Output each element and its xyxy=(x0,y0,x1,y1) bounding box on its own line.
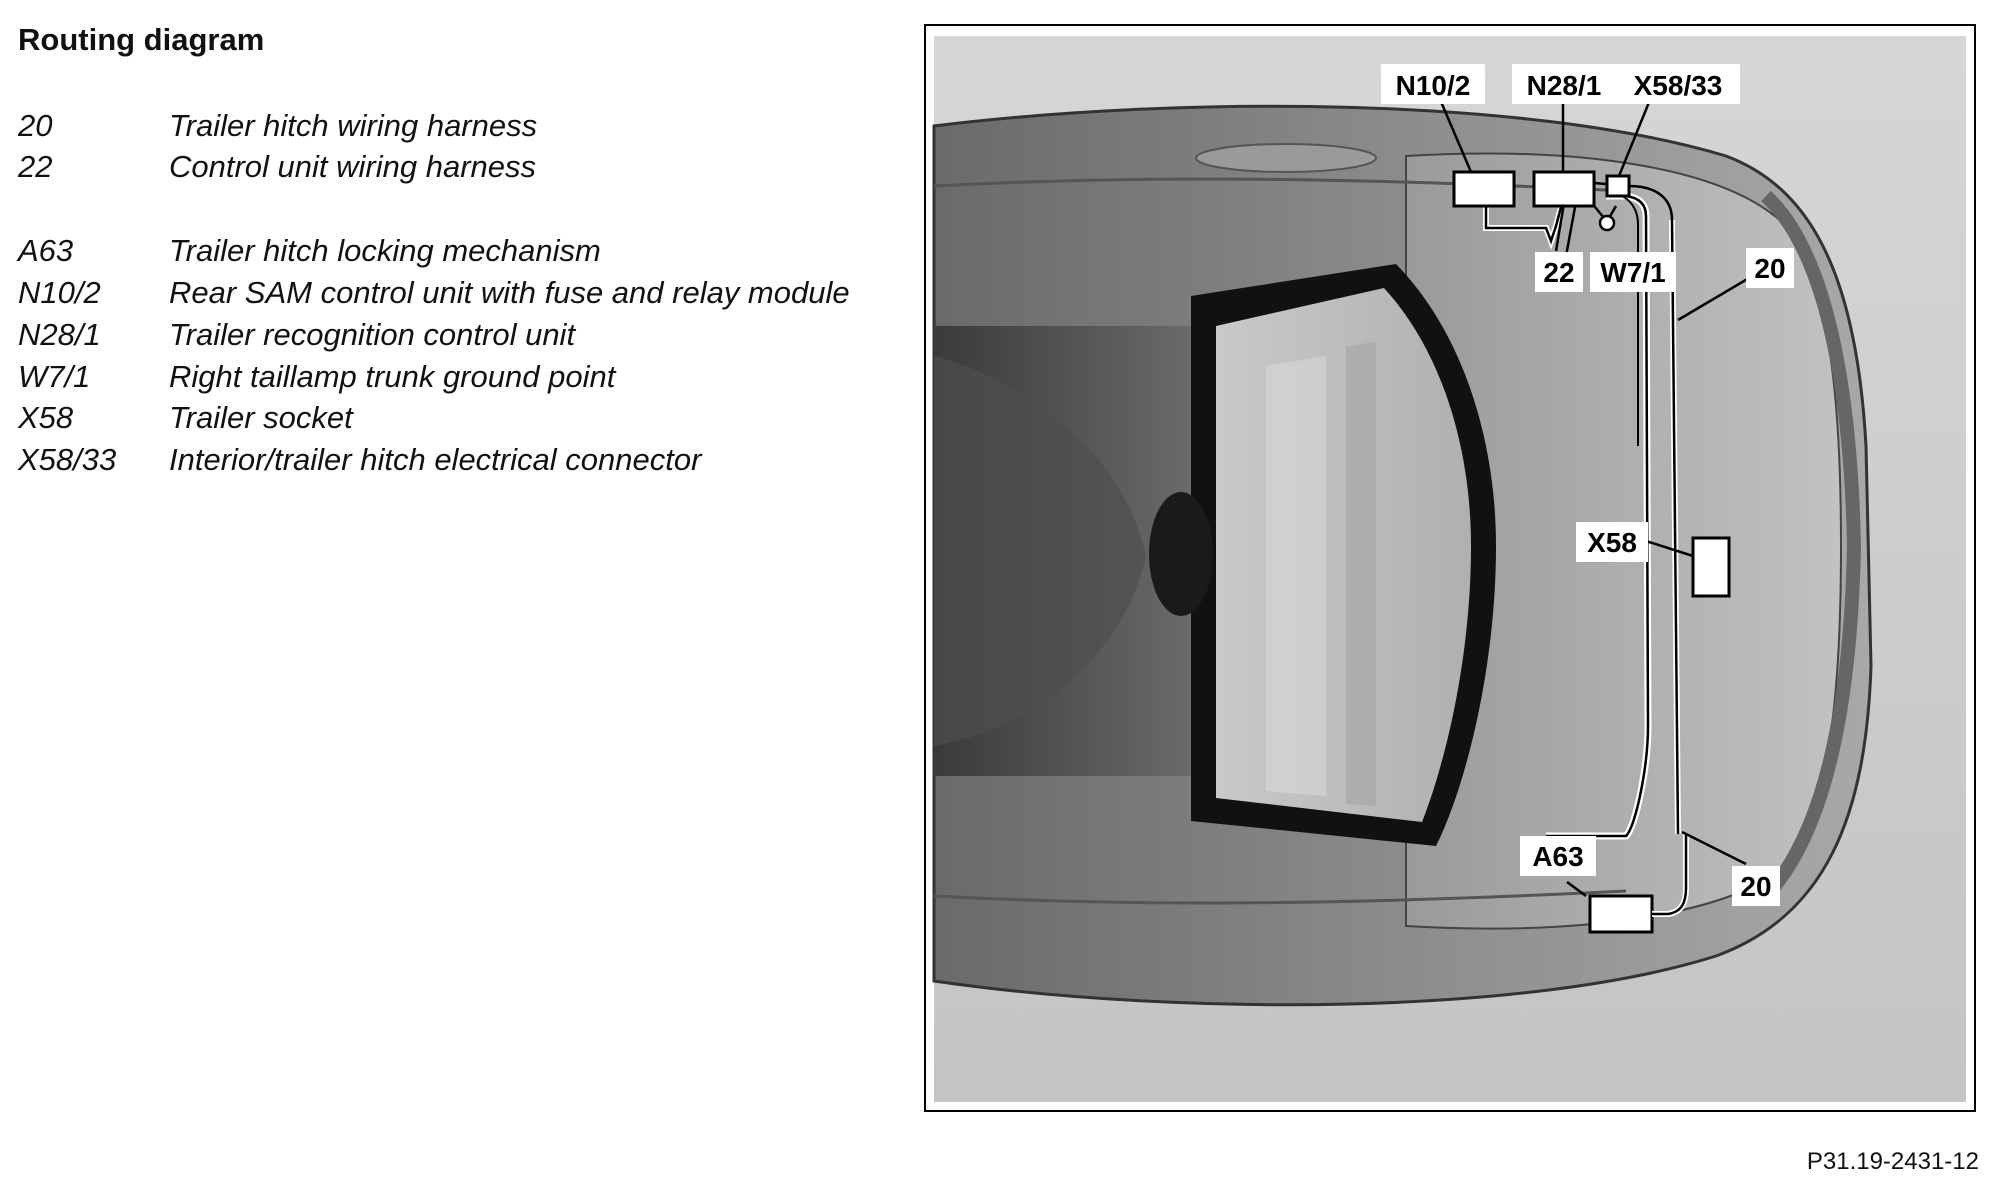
label-20-bottom-text: 20 xyxy=(1740,871,1772,902)
legend-code: X58 xyxy=(18,400,74,435)
legend-description: Control unit wiring harness xyxy=(169,149,537,184)
headrest xyxy=(1149,492,1213,616)
w7-1-ground-point xyxy=(1600,216,1614,230)
legend-description: Trailer recognition control unit xyxy=(169,317,576,352)
label-20-top xyxy=(1746,248,1794,288)
glass-reflection xyxy=(1346,342,1376,806)
glass-reflection xyxy=(1266,356,1326,796)
n10-2-box xyxy=(1454,172,1514,206)
legend-description: Rear SAM control unit with fuse and relay module xyxy=(169,275,850,310)
figure-reference-code: P31.19-2431-12 xyxy=(1806,1148,1979,1175)
label-x58 xyxy=(1576,522,1648,562)
legend-code: 22 xyxy=(18,149,53,184)
label-w7-1 xyxy=(1590,252,1676,292)
page-title: Routing diagram xyxy=(18,22,265,57)
legend-code: A63 xyxy=(18,233,74,268)
legend-code: 20 xyxy=(18,108,53,143)
label-n10-2 xyxy=(1381,64,1485,104)
label-22-text: 22 xyxy=(1543,257,1575,288)
label-a63-text: A63 xyxy=(1532,841,1584,872)
legend-code: N28/1 xyxy=(18,317,101,352)
label-20-top-text: 20 xyxy=(1754,253,1786,284)
label-x58-33-text: X58/33 xyxy=(1633,70,1723,101)
label-n10-2-text: N10/2 xyxy=(1395,70,1471,101)
x58-box xyxy=(1693,538,1729,596)
legend-description: Trailer socket xyxy=(169,400,353,435)
a63-box xyxy=(1590,896,1652,932)
antenna-fin xyxy=(1196,144,1376,172)
rear-window-glass xyxy=(1216,288,1471,822)
car-rear-view-illustration xyxy=(926,26,1974,1110)
routing-diagram-figure xyxy=(924,24,1976,1112)
label-22 xyxy=(1535,252,1583,292)
n28-1-box xyxy=(1534,172,1594,206)
legend-description: Right taillamp trunk ground point xyxy=(169,359,616,394)
legend-code: N10/2 xyxy=(18,275,101,310)
legend-code: X58/33 xyxy=(18,442,117,477)
label-n28-1-text: N28/1 xyxy=(1526,70,1602,101)
label-x58-33 xyxy=(1616,64,1740,104)
label-w7-1-text: W7/1 xyxy=(1600,257,1666,288)
label-n28-1 xyxy=(1512,64,1616,104)
label-x58-text: X58 xyxy=(1587,527,1637,558)
legend-description: Interior/trailer hitch electrical connector xyxy=(169,442,702,477)
legend-description: Trailer hitch locking mechanism xyxy=(169,233,601,268)
legend-code: W7/1 xyxy=(18,359,91,394)
legend-description: Trailer hitch wiring harness xyxy=(169,108,538,143)
label-20-bottom xyxy=(1732,866,1780,906)
x58-33-box xyxy=(1607,176,1629,196)
label-a63 xyxy=(1520,836,1596,876)
